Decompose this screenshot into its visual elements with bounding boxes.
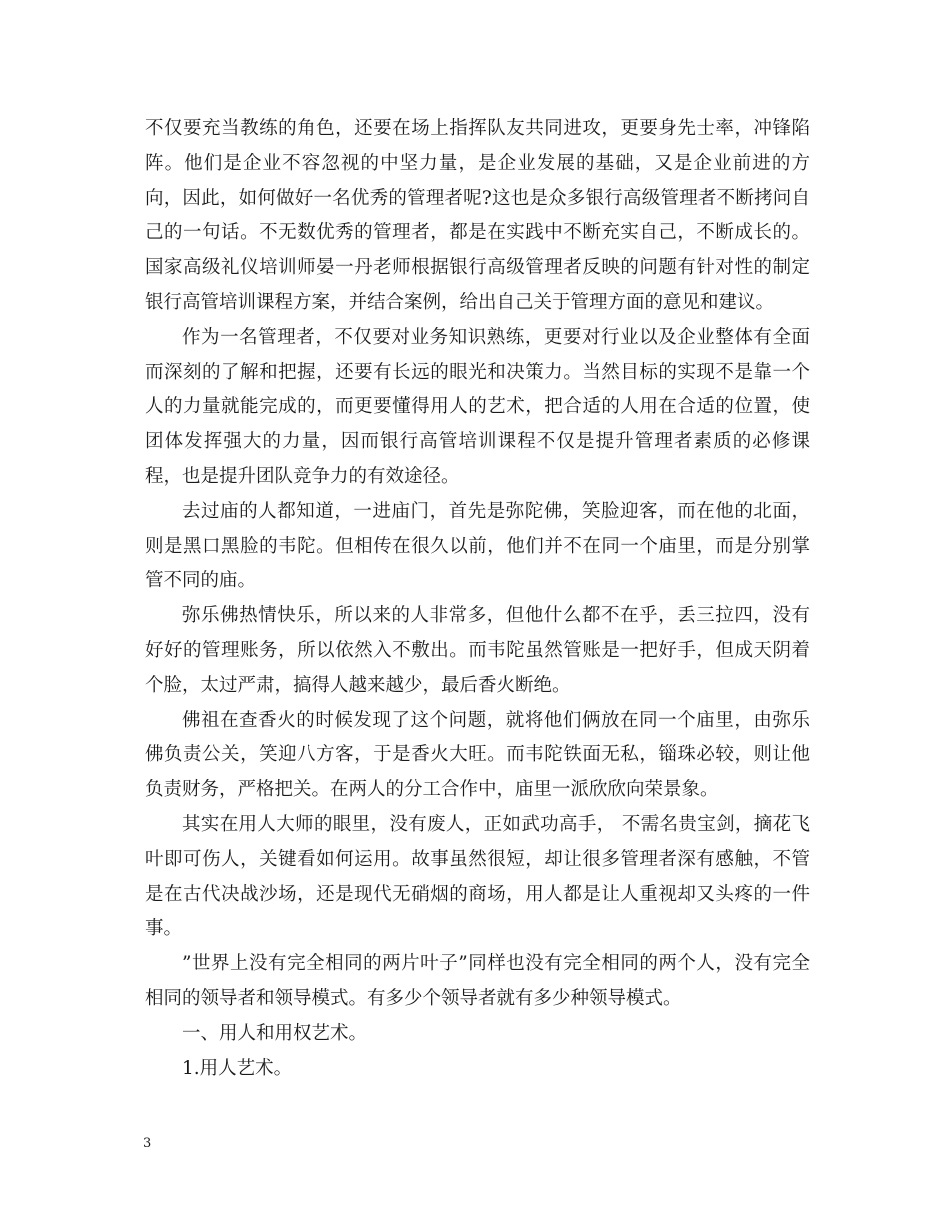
- paragraph-7: ”世界上没有完全相同的两片叶子”同样也没有完全相同的两个人，没有完全相同的领导者和领导模式。有多少个领导者就有多少种领导模式。: [145, 953, 810, 1009]
- document-body: [145, 112, 810, 1086]
- paragraph-2: 作为一名管理者，不仅要对业务知识熟练，更要对行业以及企业整体有全面而深刻的了解和把握，还要有长远的眼光和决策力。当然目标的实现不是靠一个人的力量就能完成的，而更要懂得用人的艺术，把合适的人用在合适的位置，使团体发挥强大的力量，因而银行高管培训课程不仅是提升管理者素质的必修课程，也是提升团队竞争力的有效途径。: [145, 326, 810, 487]
- paragraph-5: 佛祖在查香火的时候发现了这个问题，就将他们俩放在同一个庙里，由弥乐佛负责公关，笑迎八方客，于是香火大旺。而韦陀铁面无私，锱珠必较，则让他负责财务，严格把关。在两人的分工合作中，庙里一派欣欣向荣景象。: [145, 709, 810, 801]
- paragraph-1: 不仅要充当教练的角色，还要在场上指挥队友共同进攻，更要身先士率，冲锋陷阵。他们是企业不容忽视的中坚力量，是企业发展的基础，又是企业前进的方向，因此，如何做好一名优秀的管理者呢?这也是众多银行高级管理者不断拷问自己的一句话。不无数优秀的管理者，都是在实践中不断充实自己，不断成长的。国家高级礼仪培训师晏一丹老师根据银行高级管理者反映的问题有针对性的制定银行高管培训课程方案，并结合案例，给出自己关于管理方面的意见和建议。: [145, 118, 810, 313]
- paragraph-6: 其实在用人大师的眼里，没有废人，正如武功高手， 不需名贵宝剑，摘花飞叶即可伤人，关键看如何运用。故事虽然很短，却让很多管理者深有感触，不管是在古代决战沙场，还是现代无硝烟的商场，用人都是让人重视却又头疼的一件事。: [145, 813, 810, 940]
- paragraph-4: 弥乐佛热情快乐，所以来的人非常多，但他什么都不在乎，丢三拉四，没有好好的管理账务，所以依然入不敷出。而韦陀虽然管账是一把好手，但成天阴着个脸，太过严肃，搞得人越来越少，最后香火断绝。: [145, 605, 810, 696]
- page-number: 3: [143, 1136, 152, 1151]
- subsection-heading: 1.用人艺术。: [182, 1057, 293, 1079]
- paragraph-3: 去过庙的人都知道，一进庙门，首先是弥陀佛，笑脸迎客，而在他的北面，则是黑口黑脸的韦陀。但相传在很久以前，他们并不在同一个庙里，而是分别掌管不同的庙。: [145, 500, 810, 592]
- section-heading: 一、用人和用权艺术。: [182, 1022, 368, 1044]
